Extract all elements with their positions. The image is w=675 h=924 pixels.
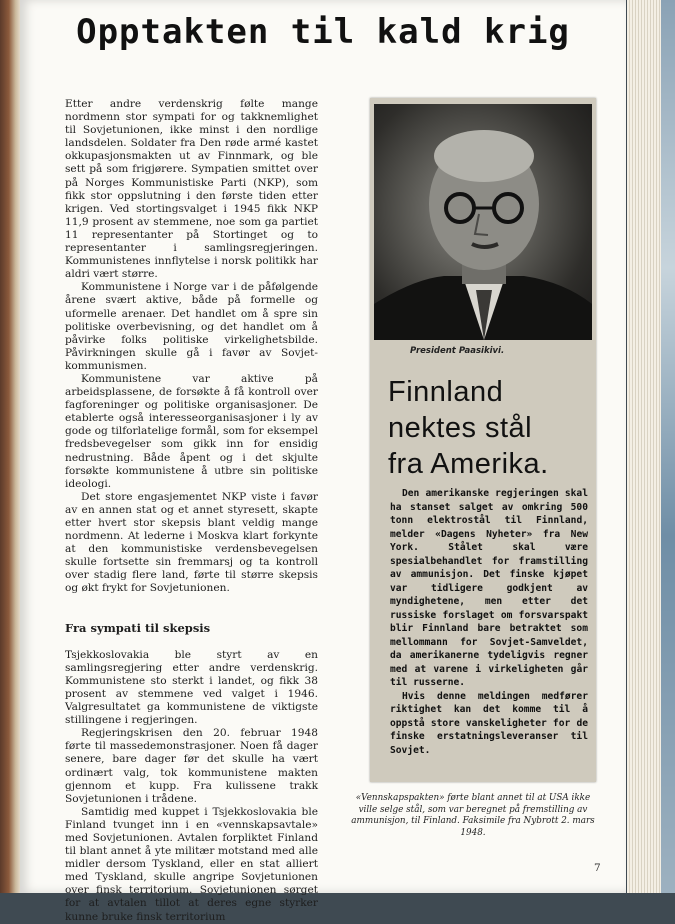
- section-subheading: Fra sympati til skepsis: [65, 620, 211, 635]
- headline-line: nektes stål: [388, 412, 533, 444]
- page-title: Opptakten til kald krig: [76, 12, 570, 52]
- figure-caption: «Vennskapspakten» førte blant annet til at USA ikke ville selge stål, som var beregnet på fremstilling av ammunisjon, til Finland. Faksimile fra Nybrott 2. mars 1948.: [351, 793, 595, 838]
- body-paragraph: Kommunistene var aktive på arbeidsplassene, de forsøkte å få kontroll over fagforeninger og politiske organisasjoner. De etablerte også interesseorganisasjoner i ly av gode og tilforlatelige formål, som for eksempel fredsbevegelser som gikk inn for ensidig nedrustning. Både åpent og i det skjulte forsøkte kommunistene å utbre sin politiske ideologi.: [65, 372, 318, 490]
- portrait-illustration: [374, 104, 592, 340]
- body-paragraph: Regjeringskrisen den 20. februar 1948 førte til massedemonstrasjoner. Noen få dager senere, bare dager før det skulle ha vært ordinært valg, tok kommunistene makten gjennom et kupp. Fra kulissene trakk Sovjetunionen i trådene.: [65, 727, 318, 805]
- clipping-article: [390, 487, 588, 757]
- photo-caption: President Paasikivi.: [410, 346, 505, 356]
- page-number: 7: [594, 862, 601, 874]
- body-paragraph: Samtidig med kuppet i Tsjekkoslovakia ble Finland tvunget inn i en «vennskapsavtale» med Sovjetunionen. Avtalen forpliktet Finland til blant annet å yte militær motstand med alle midler dersom Tyskland, eller en stat alliert med Tyskland, skulle angripe Sovjetunionen over finsk territorium. Sovjetunionen sørget for at avtalen tillot at deres egne styrker kunne bruke finsk territorium: [65, 805, 318, 923]
- clipping-headline: [388, 374, 593, 482]
- body-paragraph: Det store engasjementet NKP viste i favør av en annen stat og et annet styresett, skapte etter hvert stor skepsis blant veldig mange nordmenn. At lederne i Moskva klart forkynte at den kommunistiske verdensbevegelsen skulle fortsette sin fremmarsj og ta kontroll over stadig flere land, førte til større skepsis og økt frykt for Sovjetunionen.: [65, 490, 318, 595]
- body-text-column: [65, 98, 318, 924]
- headline-line: Finnland: [388, 376, 504, 408]
- body-paragraph: Etter andre verdenskrig følte mange nordmenn stor sympati for og takknemlighet til Sovjetunionen, ikke minst i den nordlige landsdelen. Soldater fra Den røde armé kastet okkupasjonsmakten ut av Finnmark, og ble sett på som frigjørere. Sympatien smittet over på Norges Kommunistiske Parti (NKP), som fikk stor oppslutning i den første tiden etter krigen. Ved stortingsvalget i 1945 fikk NKP 11,9 prosent av stemmene, noe som ga partiet 11 representanter på Stortinget og to representanter i samlingsregjeringen. Kommunistenes innflytelse i norsk politikk har aldri vært større.: [65, 98, 318, 281]
- clipping-paragraph: Hvis denne meldingen medfører riktighet kan det komme til å oppstå store vanskeligheter for de finske erstatningsleveranser til Sovjet.: [390, 690, 588, 756]
- portrait-photo: [374, 104, 592, 340]
- book-page: [20, 0, 626, 923]
- headline-line: fra Amerika.: [388, 448, 549, 480]
- newspaper-clipping: [370, 98, 596, 782]
- body-paragraph: Kommunistene i Norge var i de påfølgende årene svært aktive, både på formelle og uformelle arenaer. Det handlet om å spre sin politiske overbevisning, og det handlet om å påvirke folks politiske virkelighetsbilde. Påvirkningen skulle gå i favør av Sovjet-kommunismen.: [65, 281, 318, 372]
- body-paragraph: Tsjekkoslovakia ble styrt av en samlingsregjering etter andre verdenskrig. Kommunistene sto sterkt i landet, og fikk 38 prosent av stemmene ved valget i 1946. Valgresultatet ga kommunistene de viktigste stillingene i regjeringen.: [65, 648, 318, 727]
- book-cover-edge: [661, 0, 675, 893]
- book-spine-edge: [0, 0, 22, 893]
- clipping-paragraph: Den amerikanske regjeringen skal ha stanset salget av omkring 500 tonn elektrostål til Finnland, melder «Dagens Nyheter» fra New York. Stålet skal være spesialbehandlet for framstilling av ammunisjon. Det finske kjøpet var tidligere godkjent av myndighetene, men etter det russiske forslaget om forsvarspakt blir Finnland bare betraktet som mellommann for Sovjet-Samveldet, da amerikanerne tydeligvis regner med at varene i virkeligheten går til russerne.: [390, 488, 588, 688]
